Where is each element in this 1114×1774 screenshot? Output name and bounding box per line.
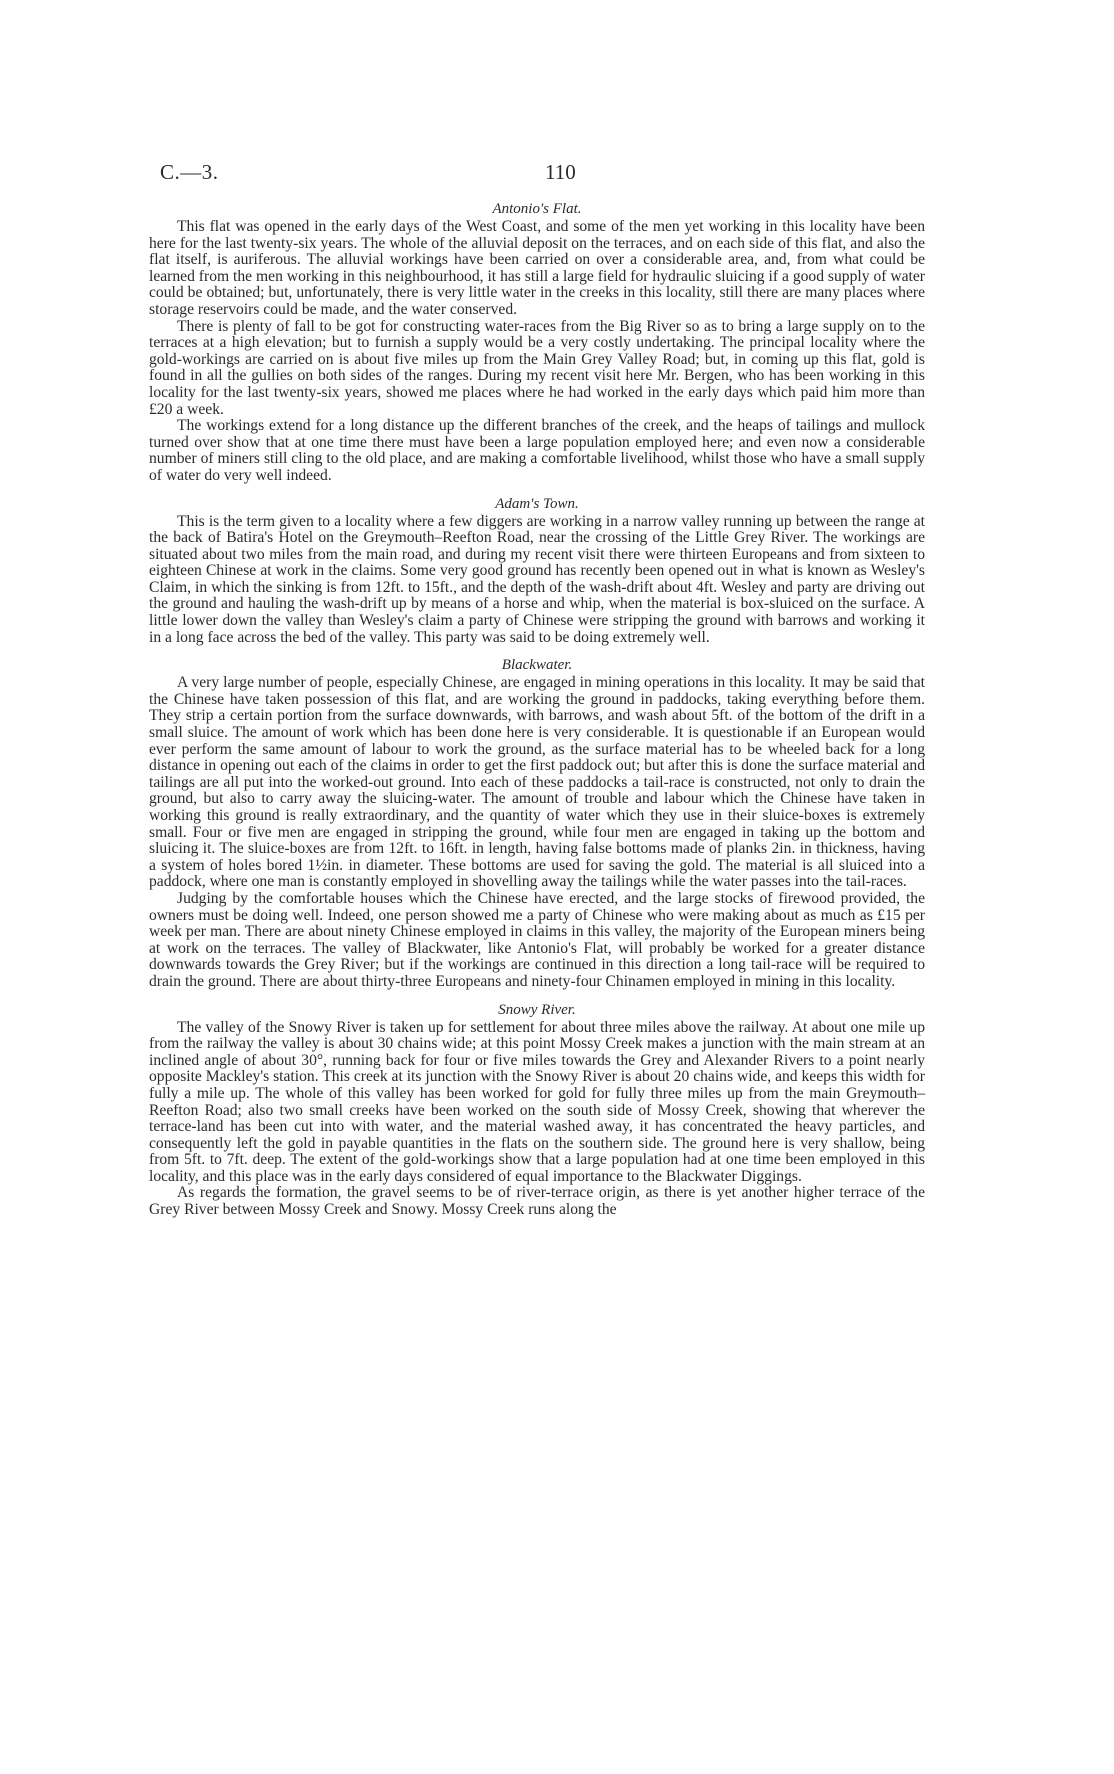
section-adams-town xyxy=(149,495,925,647)
paragraph: The valley of the Snowy River is taken up for settlement for about three miles above the railway. At about one mile up from the railway the valley is about 30 chains wide; at this point Mossy Creek makes a junction with the main stream at an inclined angle of about 30°, running back for four or five miles towards the Grey and Alexander Rivers to a point nearly opposite Mackley's station. This creek at its junction with the Snowy River is about 20 chains wide, and keeps this width for fully a mile up. The whole of this valley has been worked for gold for fully three miles up from the main Greymouth–Reefton Road; also two small creeks have been worked on the south side of Mossy Creek, showing that wherever the terrace-land has been cut into with water, and the material washed away, it has concentrated the heavy particles, and consequently left the gold in payable quantities in the flats on the southern side. The ground here is very shallow, being from 5ft. to 7ft. deep. The extent of the gold-workings show that a large population had at one time been employed in this locality, and this place was in the early days considered of equal importance to the Blackwater Diggings. xyxy=(149,1018,925,1185)
paragraph: There is plenty of fall to be got for constructing water-races from the Big River so as to bring a large supply on to the terraces at a high elevation; but to furnish a supply would be a very costly undertaking. The principal locality where the gold-workings are carried on is about five miles up from the Main Grey Valley Road; but, in coming up this flat, gold is found in all the gullies on both sides of the ranges. During my recent visit here Mr. Bergen, who has been working in this locality for the last twenty-six years, showed me places where he had worked in the early days which paid him more than £20 a week. xyxy=(149,317,925,418)
paragraph: As regards the formation, the gravel seems to be of river-terrace origin, as there is yet another higher terrace of the Grey River between Mossy Creek and Snowy. Mossy Creek runs along the xyxy=(149,1184,925,1219)
paragraph: The workings extend for a long distance up the different branches of the creek, and the heaps of tailings and mullock turned over show that at one time there must have been a large population employed here; and even now a considerable number of miners still cling to the old place, and are making a comfortable livelihood, whilst those who have a small supply of water do very well indeed. xyxy=(149,417,925,484)
section-heading: Adam's Town. xyxy=(495,495,579,512)
section-heading: Snowy River. xyxy=(498,1001,576,1018)
paragraph: This flat was opened in the early days of the West Coast, and some of the men yet working in this locality have been here for the last twenty-six years. The whole of the alluvial deposit on the terraces, and on each side of this flat, and also the flat itself, is auriferous. The alluvial workings have been carried on over a considerable area, and, from what could be learned from the men working in this neighbourhood, it has still a large field for hydraulic sluicing if a good supply of water could be obtained; but, unfortunately, there is very little water in the creeks in this locality, still there are many places where storage reservoirs could be made, and the water conserved. xyxy=(149,218,925,318)
document-reference: C.—3. xyxy=(160,160,219,184)
paragraph: Judging by the comfortable houses which the Chinese have erected, and the large stocks of firewood provided, the owners must be doing well. Indeed, one person showed me a party of Chinese who were making about as much as £15 per week per man. There are about ninety Chinese employed in claims in this valley, the majority of the European miners being at work on the terraces. The valley of Blackwater, like Antonio's Flat, will probably be worked for a greater distance downwards towards the Grey River; but if the workings are continued in this direction a long tail-race will be required to drain the ground. There are about thirty-three Europeans and ninety-four Chinamen employed in mining in this locality. xyxy=(149,889,925,990)
section-heading: Antonio's Flat. xyxy=(492,201,582,217)
page-header xyxy=(150,160,925,186)
page-number: 110 xyxy=(545,160,576,184)
document-body xyxy=(149,200,925,1229)
section-blackwater xyxy=(149,656,925,990)
section-antonios-flat xyxy=(149,200,925,485)
section-heading: Blackwater. xyxy=(501,657,573,674)
paragraph: This is the term given to a locality where a few diggers are working in a narrow valley running up between the range at the back of Batira's Hotel on the Greymouth–Reefton Road, near the crossing of the Little Grey River. The workings are situated about two miles from the main road, and during my recent visit there were thirteen Europeans and from sixteen to eighteen Chinese at work in the claims. Some very good ground has recently been opened out in what is known as Wesley's Claim, in which the sinking is from 12ft. to 15ft., and the depth of the wash-drift about 4ft. Wesley and party are driving out the ground and hauling the wash-drift up by means of a horse and whip, when the material is box-sluiced on the surface. A little lower down the valley than Wesley's claim a party of Chinese were stripping the ground with barrows and working it in a long face across the bed of the valley. This party was said to be doing extremely well. xyxy=(149,512,925,646)
paragraph: A very large number of people, especially Chinese, are engaged in mining operations in this locality. It may be said that the Chinese have taken possession of this flat, and are working the ground in paddocks, taking everything before them. They strip a certain portion from the surface downwards, with barrows, and wash about 5ft. of the bottom of the drift in a small sluice. The amount of work which has been done here is very considerable. It is questionable if an European would ever perform the same amount of labour to work the ground, as the surface material has to be wheeled back for a long distance in opening out each of the claims in order to get the first paddock out; but after this is done the surface material and tailings are all put into the worked-out ground. Into each of these paddocks a tail-race is constructed, not only to drain the ground, but also to carry away the sluicing-water. The amount of trouble and labour which the Chinese have taken in working this ground is really extraordinary, and the quantity of water which they use in their sluice-boxes is extremely small. Four or five men are engaged in stripping the ground, while four men are engaged in taking up the bottom and sluicing it. The sluice-boxes are from 12ft. to 16ft. in length, having false bottoms made of planks 2in. in thickness, having a system of holes bored 1½in. in diameter. These bottoms are used for saving the gold. The material is all sluiced into a paddock, where one man is constantly employed in shovelling away the tailings while the water passes into the tail-races. xyxy=(149,674,925,891)
section-snowy-river xyxy=(149,1001,925,1219)
